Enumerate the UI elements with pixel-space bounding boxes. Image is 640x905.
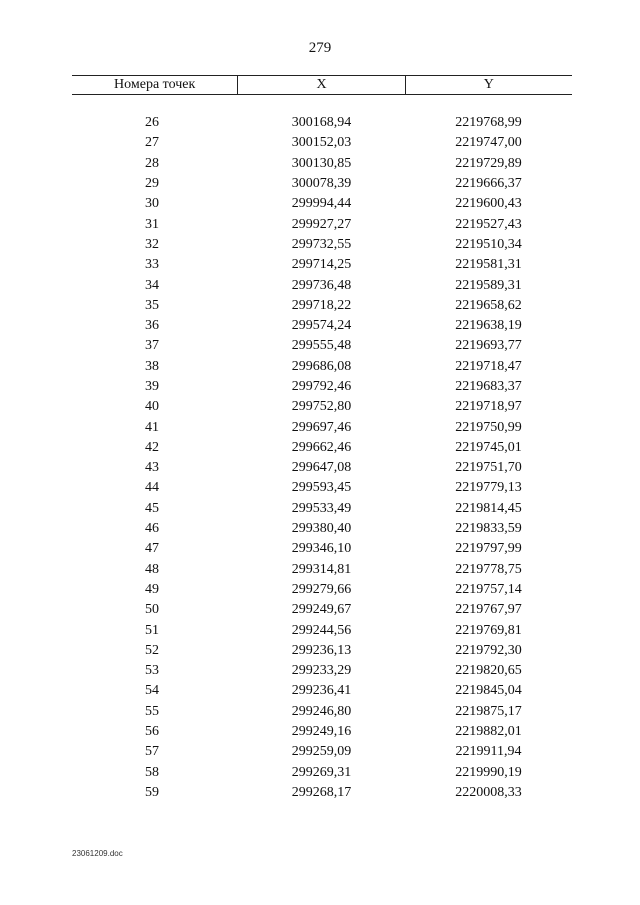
point-number-cell	[72, 702, 238, 722]
point-number: 26	[145, 115, 159, 131]
y-value-cell: 2219718,47	[455, 358, 522, 374]
point-number: 54	[145, 683, 159, 699]
point-number-cell	[72, 580, 238, 600]
x-value-cell: 299555,48	[291, 338, 352, 354]
table-row	[72, 560, 572, 580]
table-row	[72, 539, 572, 559]
table-row	[72, 519, 572, 539]
y-value-cell: 2219510,34	[455, 236, 522, 252]
table-row	[72, 499, 572, 519]
table-row	[72, 255, 572, 275]
point-number: 52	[145, 642, 159, 658]
point-number: 32	[145, 236, 159, 252]
y-value-cell: 2219757,14	[455, 581, 522, 597]
table-header	[72, 75, 572, 95]
point-number-cell	[72, 763, 238, 783]
y-value-cell: 2219814,45	[455, 500, 522, 516]
y-value-cell: 2219600,43	[455, 196, 522, 212]
y-value-cell: 2219527,43	[455, 216, 522, 232]
point-number-cell	[72, 519, 238, 539]
point-number: 51	[145, 622, 159, 638]
x-value-cell: 299249,16	[291, 724, 352, 740]
table-body	[72, 113, 572, 803]
table-row	[72, 783, 572, 803]
point-number: 39	[145, 379, 159, 394]
point-number-cell	[72, 742, 238, 762]
y-value-cell: 2219693,77	[455, 338, 522, 354]
table-row	[72, 620, 572, 640]
point-number: 47	[145, 541, 159, 557]
point-number: 44	[145, 480, 159, 496]
point-number: 41	[145, 419, 159, 435]
point-number-cell	[72, 255, 238, 275]
footer-filename: 23061209.doc	[72, 849, 123, 858]
point-number-cell	[72, 458, 238, 478]
point-number-cell	[72, 174, 238, 194]
y-value-cell: 2219845,04	[455, 683, 522, 699]
x-value-cell: 299259,09	[291, 744, 352, 760]
point-number-cell	[72, 215, 238, 235]
point-number-cell	[72, 681, 238, 701]
y-value-cell: 2219779,13	[455, 480, 522, 496]
point-number: 45	[145, 500, 159, 516]
header-x: X	[237, 76, 404, 94]
x-value-cell: 299236,13	[291, 642, 352, 658]
point-number: 38	[145, 358, 159, 374]
header-point-numbers: Номера точек	[114, 77, 196, 92]
y-value-cell: 2219638,19	[455, 318, 522, 334]
coordinates-table	[72, 75, 572, 803]
x-value-cell: 299269,31	[291, 764, 352, 780]
table-row	[72, 357, 572, 377]
point-number: 53	[145, 663, 159, 679]
table-row	[72, 661, 572, 681]
point-number-cell	[72, 113, 238, 133]
table-row	[72, 417, 572, 437]
y-value-cell: 2219581,31	[455, 257, 522, 273]
y-value-cell: 2219666,37	[455, 176, 522, 192]
point-number-cell	[72, 194, 238, 214]
point-number-cell	[72, 336, 238, 356]
table-row	[72, 722, 572, 742]
point-number: 35	[145, 297, 159, 313]
table-row	[72, 580, 572, 600]
point-number-cell	[72, 560, 238, 580]
page-number: 279	[308, 40, 332, 56]
table-row	[72, 275, 572, 295]
x-value-cell: 299233,29	[291, 663, 352, 679]
table-row	[72, 377, 572, 397]
y-value-cell: 2219768,99	[455, 115, 522, 131]
point-number-cell	[72, 478, 238, 498]
x-value-cell: 299736,48	[291, 277, 352, 293]
x-value-cell: 299279,66	[291, 581, 352, 597]
x-value-cell: 299732,55	[291, 236, 352, 252]
point-number: 33	[145, 257, 159, 273]
x-value-cell: 299994,44	[291, 196, 352, 212]
point-number: 37	[145, 338, 159, 354]
y-value-cell: 2219747,00	[455, 135, 522, 151]
point-number-cell	[72, 296, 238, 316]
x-value-cell: 299249,67	[291, 602, 352, 618]
point-number: 42	[145, 439, 159, 455]
y-value-cell: 2219658,62	[455, 297, 522, 313]
point-number-cell	[72, 499, 238, 519]
y-value-cell: 2219745,01	[455, 439, 522, 455]
point-number-cell	[72, 397, 238, 417]
y-value-cell: 2219767,97	[455, 602, 522, 618]
x-value-cell: 299662,46	[291, 439, 352, 455]
y-value-cell: 2219718,97	[455, 399, 522, 415]
y-value-cell: 2219833,59	[455, 521, 522, 537]
x-value-cell: 299236,41	[291, 683, 352, 699]
y-value-cell: 2219990,19	[455, 764, 522, 780]
x-value-cell: 299647,08	[291, 460, 352, 476]
point-number: 36	[145, 318, 159, 334]
point-number: 50	[145, 602, 159, 618]
point-number-cell	[72, 783, 238, 803]
x-value-cell: 299927,27	[291, 216, 352, 232]
table-row	[72, 336, 572, 356]
point-number: 56	[145, 724, 159, 740]
point-number: 31	[145, 216, 159, 232]
table-row	[72, 742, 572, 762]
x-value-cell: 300152,03	[291, 135, 352, 151]
y-value-cell: 2219750,99	[455, 419, 522, 435]
point-number: 48	[145, 561, 159, 577]
x-value-cell: 299380,40	[291, 521, 352, 537]
point-number: 59	[145, 784, 159, 800]
point-number-cell	[72, 722, 238, 742]
x-value-cell: 300168,94	[291, 115, 352, 131]
y-value-cell: 2219875,17	[455, 703, 522, 719]
point-number: 58	[145, 764, 159, 780]
x-value-cell: 299686,08	[291, 358, 352, 374]
point-number: 28	[145, 155, 159, 171]
y-value-cell: 2219797,99	[455, 541, 522, 557]
y-value-cell: 2219589,31	[455, 277, 522, 293]
y-value-cell: 2219882,01	[455, 724, 522, 740]
point-number-cell	[72, 357, 238, 377]
point-number: 29	[145, 176, 159, 192]
y-value-cell: 2219751,70	[455, 460, 522, 476]
point-number-cell	[72, 154, 238, 174]
point-number-cell	[72, 377, 238, 397]
x-value-cell: 299697,46	[291, 419, 352, 435]
table-row	[72, 702, 572, 722]
table-row	[72, 397, 572, 417]
x-value-cell: 299574,24	[291, 318, 352, 334]
x-value-cell: 299346,10	[291, 541, 352, 557]
point-number-cell	[72, 276, 238, 296]
point-number: 49	[145, 581, 159, 597]
table-row	[72, 133, 572, 153]
y-value-cell: 2219683,37	[455, 379, 522, 394]
point-number-cell	[72, 133, 238, 153]
point-number-cell	[72, 641, 238, 661]
table-row	[72, 316, 572, 336]
point-number-cell	[72, 661, 238, 681]
point-number-cell	[72, 438, 238, 458]
point-number: 34	[145, 277, 159, 293]
point-number: 57	[145, 744, 159, 760]
x-value-cell: 299593,45	[291, 480, 352, 496]
x-value-cell: 299314,81	[291, 561, 352, 577]
table-row	[72, 763, 572, 783]
point-number-cell	[72, 621, 238, 641]
table-row	[72, 154, 572, 174]
x-value-cell: 299246,80	[291, 703, 352, 719]
table-row	[72, 174, 572, 194]
point-number-cell	[72, 600, 238, 620]
table-row	[72, 681, 572, 701]
y-value-cell: 2219729,89	[455, 155, 522, 171]
y-value-cell: 2219778,75	[455, 561, 522, 577]
point-number: 27	[145, 135, 159, 151]
x-value-cell: 299792,46	[291, 379, 352, 394]
point-number-cell	[72, 539, 238, 559]
x-value-cell: 299752,80	[291, 399, 352, 415]
point-number: 46	[145, 521, 159, 537]
x-value-cell: 299268,17	[291, 784, 352, 800]
table-row	[72, 478, 572, 498]
x-value-cell: 300130,85	[291, 155, 352, 171]
y-value-cell: 2219820,65	[455, 663, 522, 679]
y-value-cell: 2220008,33	[455, 784, 522, 800]
table-row	[72, 235, 572, 255]
x-value-cell: 299244,56	[291, 622, 352, 638]
y-value-cell: 2219769,81	[455, 622, 522, 638]
y-value-cell: 2219792,30	[455, 642, 522, 658]
table-row	[72, 214, 572, 234]
point-number: 43	[145, 460, 159, 476]
table-row	[72, 641, 572, 661]
point-number: 30	[145, 196, 159, 212]
x-value-cell: 299533,49	[291, 500, 352, 516]
point-number-cell	[72, 316, 238, 336]
table-row	[72, 194, 572, 214]
table-row	[72, 458, 572, 478]
point-number: 55	[145, 703, 159, 719]
point-number-cell	[72, 235, 238, 255]
x-value-cell: 299714,25	[291, 257, 352, 273]
point-number-cell	[72, 418, 238, 438]
y-value-cell: 2219911,94	[455, 744, 522, 760]
x-value-cell: 300078,39	[291, 176, 352, 192]
table-row	[72, 113, 572, 133]
table-row	[72, 438, 572, 458]
point-number: 40	[145, 399, 159, 415]
header-y: Y	[405, 76, 572, 94]
table-row	[72, 600, 572, 620]
x-value-cell: 299718,22	[291, 297, 352, 313]
table-row	[72, 296, 572, 316]
